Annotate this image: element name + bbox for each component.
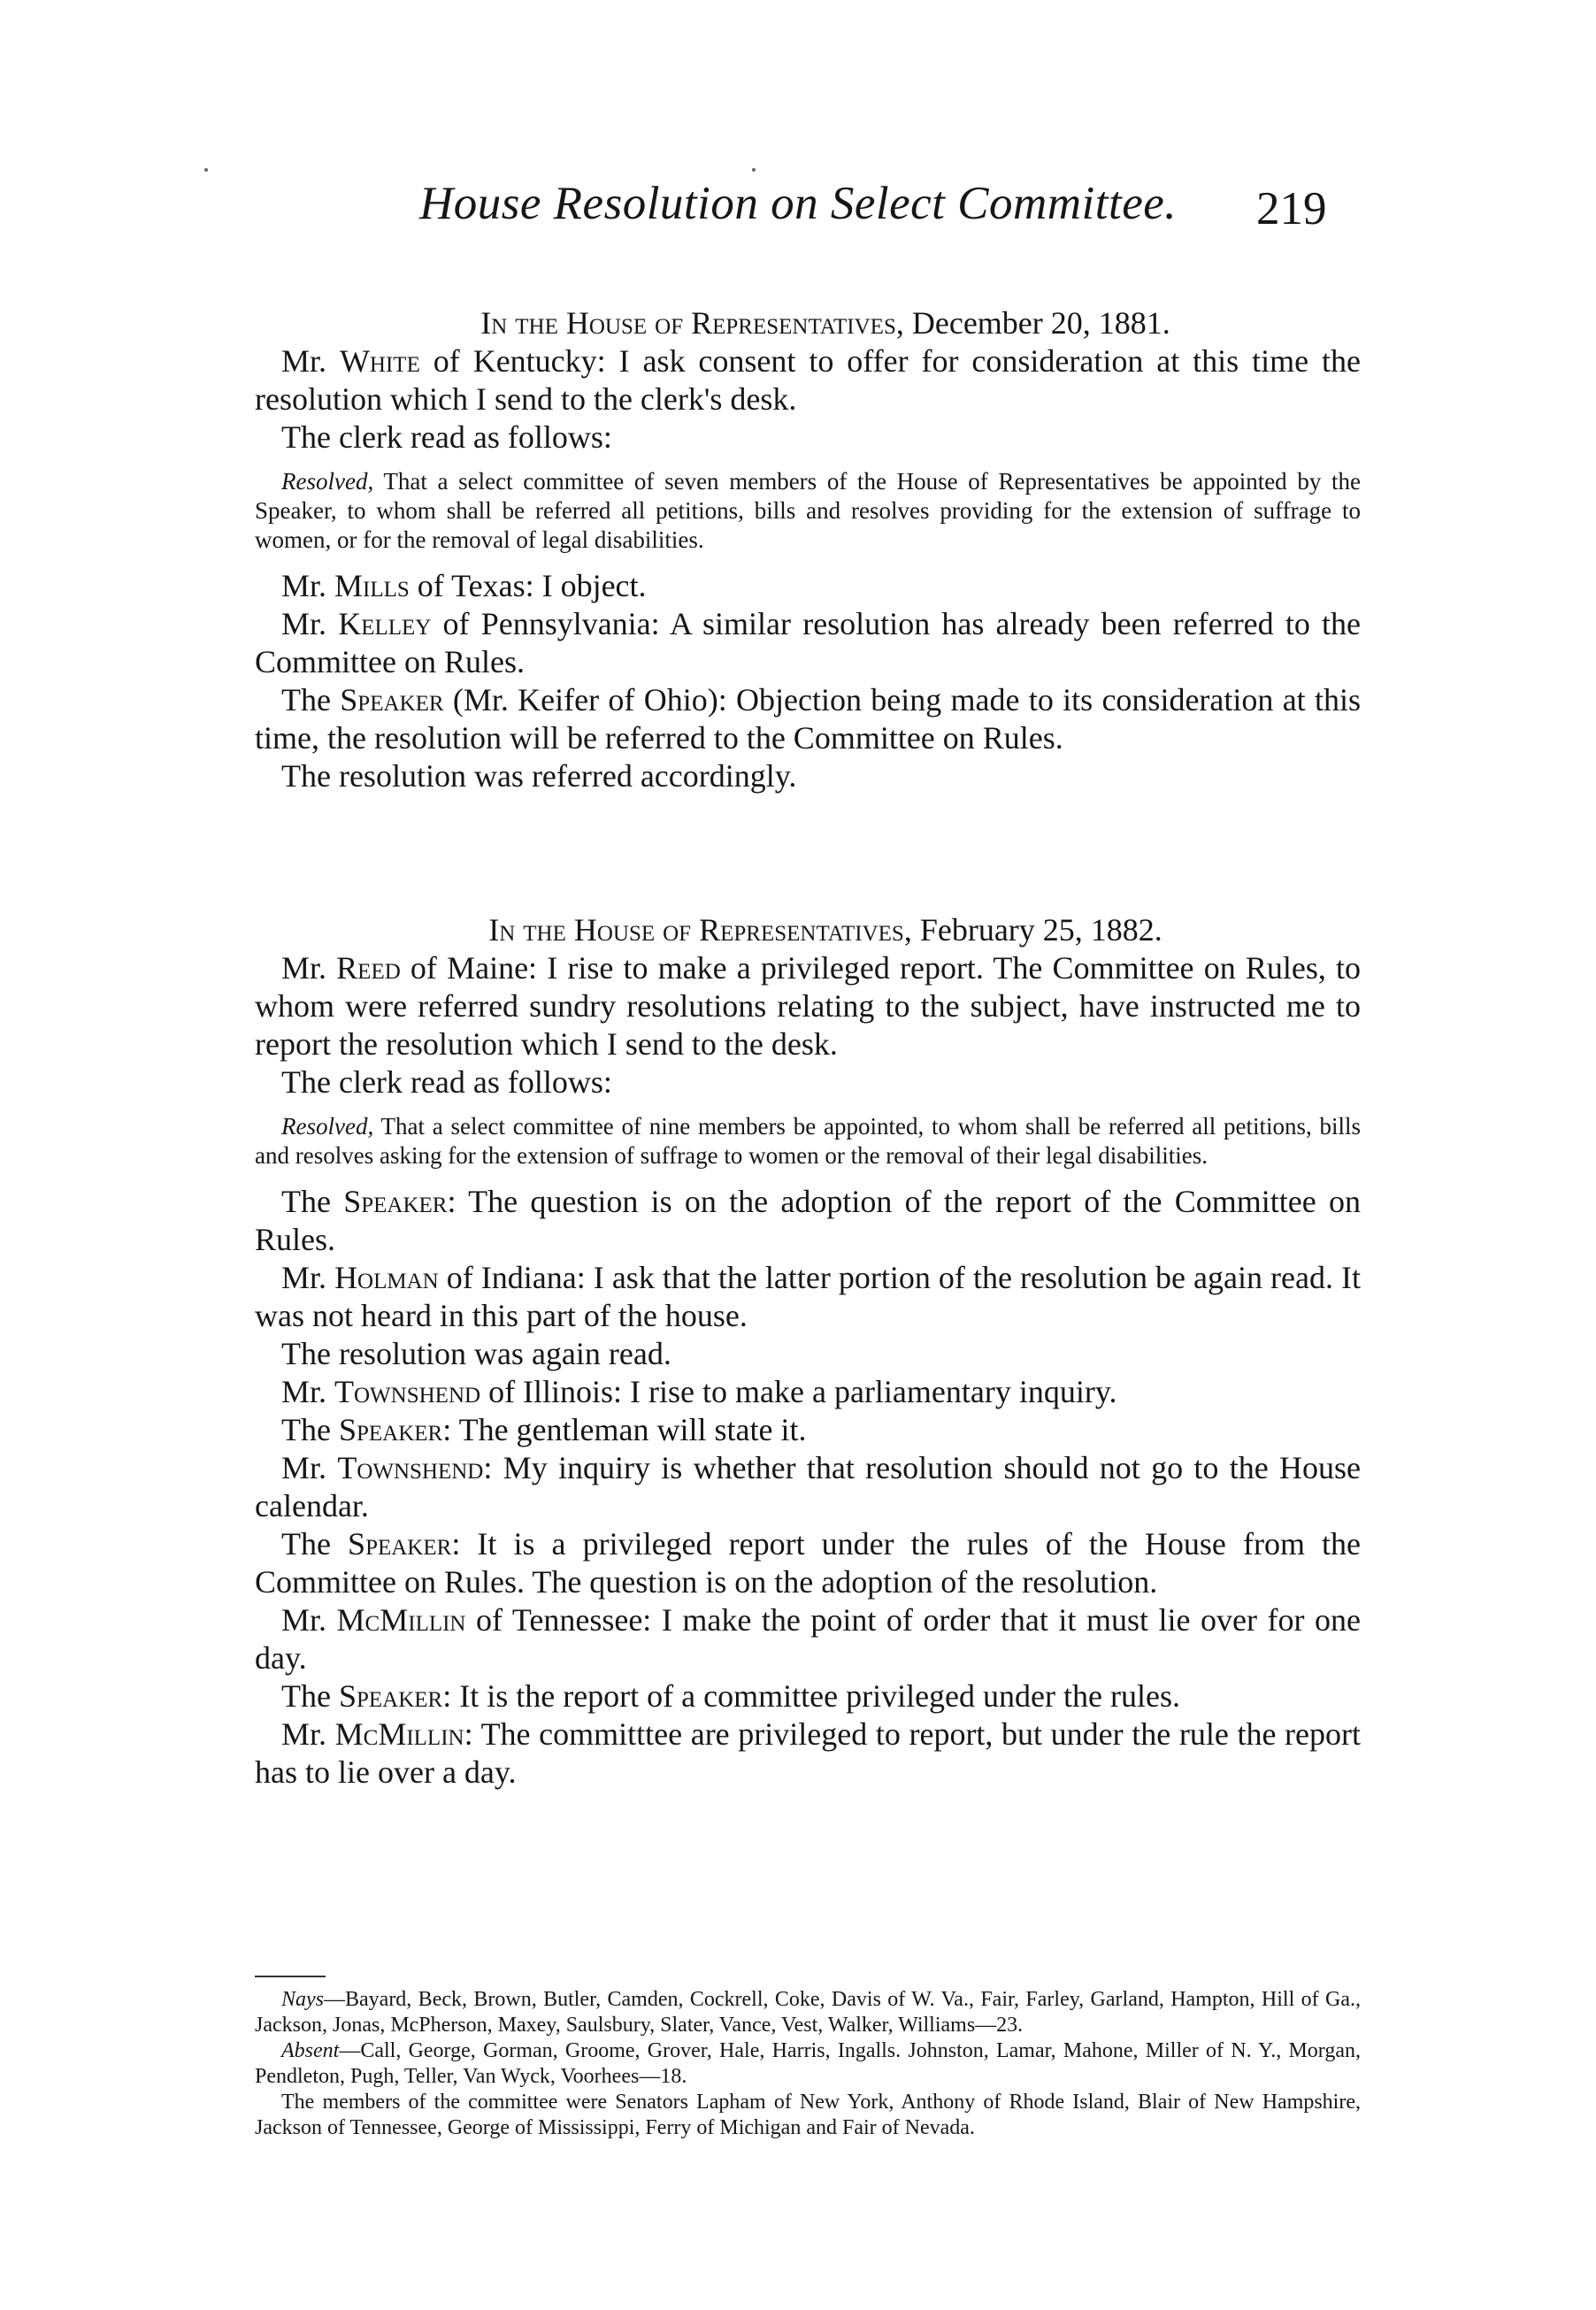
- paragraph: Mr. Townshend: My inquiry is whether that resolution should not go to the House calendar.: [255, 1450, 1361, 1523]
- speaker-name: White: [339, 343, 420, 379]
- paragraph: The Speaker (Mr. Keifer of Ohio): Objection being made to its consideration at this time, the resolution will be referred to the Committee on Rules.: [255, 682, 1362, 756]
- paragraph: Mr. Mills of Texas: I object.: [281, 568, 647, 603]
- page-number: 219: [1256, 183, 1327, 234]
- speaker-name: Speaker: [348, 1526, 452, 1562]
- footnote-nays: Nays—Bayard, Beck, Brown, Butler, Camden, Cockrell, Coke, Davis of W. Va., Fair, Farley, Garland, Hampton, Hill of Ga., Jackson, Jonas, McPherson, Maxey, Saulsbury, Slater, Vance, Vest, Walker, Williams—23.: [255, 1988, 1361, 2037]
- footnote-divider: [255, 1976, 326, 1977]
- speaker-name: McMillin: [334, 1716, 464, 1752]
- paragraph: The resolution was referred accordingly.: [281, 758, 797, 794]
- speaker-name: Townshend: [334, 1374, 481, 1409]
- footnote-absent: Absent—Call, George, Gorman, Groome, Grover, Hale, Harris, Ingalls. Johnston, Lamar, Mahone, Miller of N. Y., Morgan, Pendleton, Pugh, Teller, Van Wyck, Voorhees—18.: [255, 2039, 1361, 2088]
- running-header-title: House Resolution on Select Committee.: [419, 178, 1178, 229]
- paragraph: Mr. Reed of Maine: I rise to make a privileged report. The Committee on Rules, to whom were referred sundry resolutions relating to the subject, have instructed me to report the resolution which I send to the desk.: [255, 950, 1361, 1062]
- page-speck: [204, 168, 208, 172]
- speaker-name: Townshend: [337, 1450, 484, 1485]
- footnotes: [255, 1987, 1361, 2141]
- speaker-name: Mills: [334, 568, 410, 603]
- speaker-name: McMillin: [336, 1602, 466, 1638]
- resolution-text: Resolved, That a select committee of seven members of the House of Representatives be appointed by the Speaker, to whom shall be referred all petitions, bills and resolves providing for the extension of suffrage to women, or for the removal of legal disabilities.: [255, 468, 1361, 553]
- paragraph: Mr. Kelley of Pennsylvania: A similar resolution has already been referred to the Committee on Rules.: [255, 606, 1362, 679]
- speaker-name: Holman: [334, 1260, 439, 1295]
- footnote-members: The members of the committee were Senators Lapham of New York, Anthony of Rhode Island, Blair of New Hampshire, Jackson of Tennessee, George of Mississippi, Ferry of Michigan and Fair of Nevada.: [255, 2091, 1361, 2139]
- resolution-text: Resolved, That a select committee of nine members be appointed, to whom shall be referred all petitions, bills and resolves asking for the extension of suffrage to women or the removal of their legal disabilities.: [255, 1113, 1361, 1169]
- paragraph: The clerk read as follows:: [281, 1064, 612, 1100]
- section-february-1882: [255, 911, 1361, 1792]
- paragraph: Mr. Holman of Indiana: I ask that the latter portion of the resolution be again read. It was not heard in this part of the house.: [255, 1260, 1361, 1333]
- paragraph: The clerk read as follows:: [281, 419, 612, 455]
- speaker-name: Speaker: [338, 1678, 443, 1714]
- page-speck: [752, 168, 756, 172]
- speaker-name: Speaker: [338, 1412, 443, 1447]
- paragraph: Mr. McMillin of Tennessee: I make the point of order that it must lie over for one day.: [255, 1602, 1361, 1676]
- paragraph: The Speaker: The gentleman will state it.: [281, 1412, 807, 1447]
- speaker-name: Kelley: [338, 606, 432, 641]
- section-december-1881: [255, 304, 1361, 795]
- speaker-name: Reed: [336, 950, 401, 986]
- paragraph: The resolution was again read.: [281, 1336, 671, 1371]
- paragraph: The Speaker: It is a privileged report under the rules of the House from the Committee on Rules. The question is on the adoption of the resolution.: [255, 1526, 1362, 1600]
- paragraph: Mr. White of Kentucky: I ask consent to offer for consideration at this time the resolution which I send to the clerk's desk.: [255, 343, 1362, 417]
- section-heading: In the House of Representatives, December 20, 1881.: [480, 305, 1170, 341]
- paragraph: Mr. McMillin: The committtee are privileged to report, but under the rule the report has to lie over a day.: [255, 1716, 1362, 1790]
- paragraph: The Speaker: It is the report of a committee privileged under the rules.: [281, 1678, 1180, 1714]
- speaker-name: Speaker: [343, 1184, 448, 1219]
- paragraph: Mr. Townshend of Illinois: I rise to make a parliamentary inquiry.: [281, 1374, 1117, 1409]
- speaker-name: Speaker: [340, 682, 444, 718]
- paragraph: The Speaker: The question is on the adoption of the report of the Committee on Rules.: [255, 1184, 1361, 1257]
- section-heading: In the House of Representatives, February 25, 1882.: [488, 912, 1162, 948]
